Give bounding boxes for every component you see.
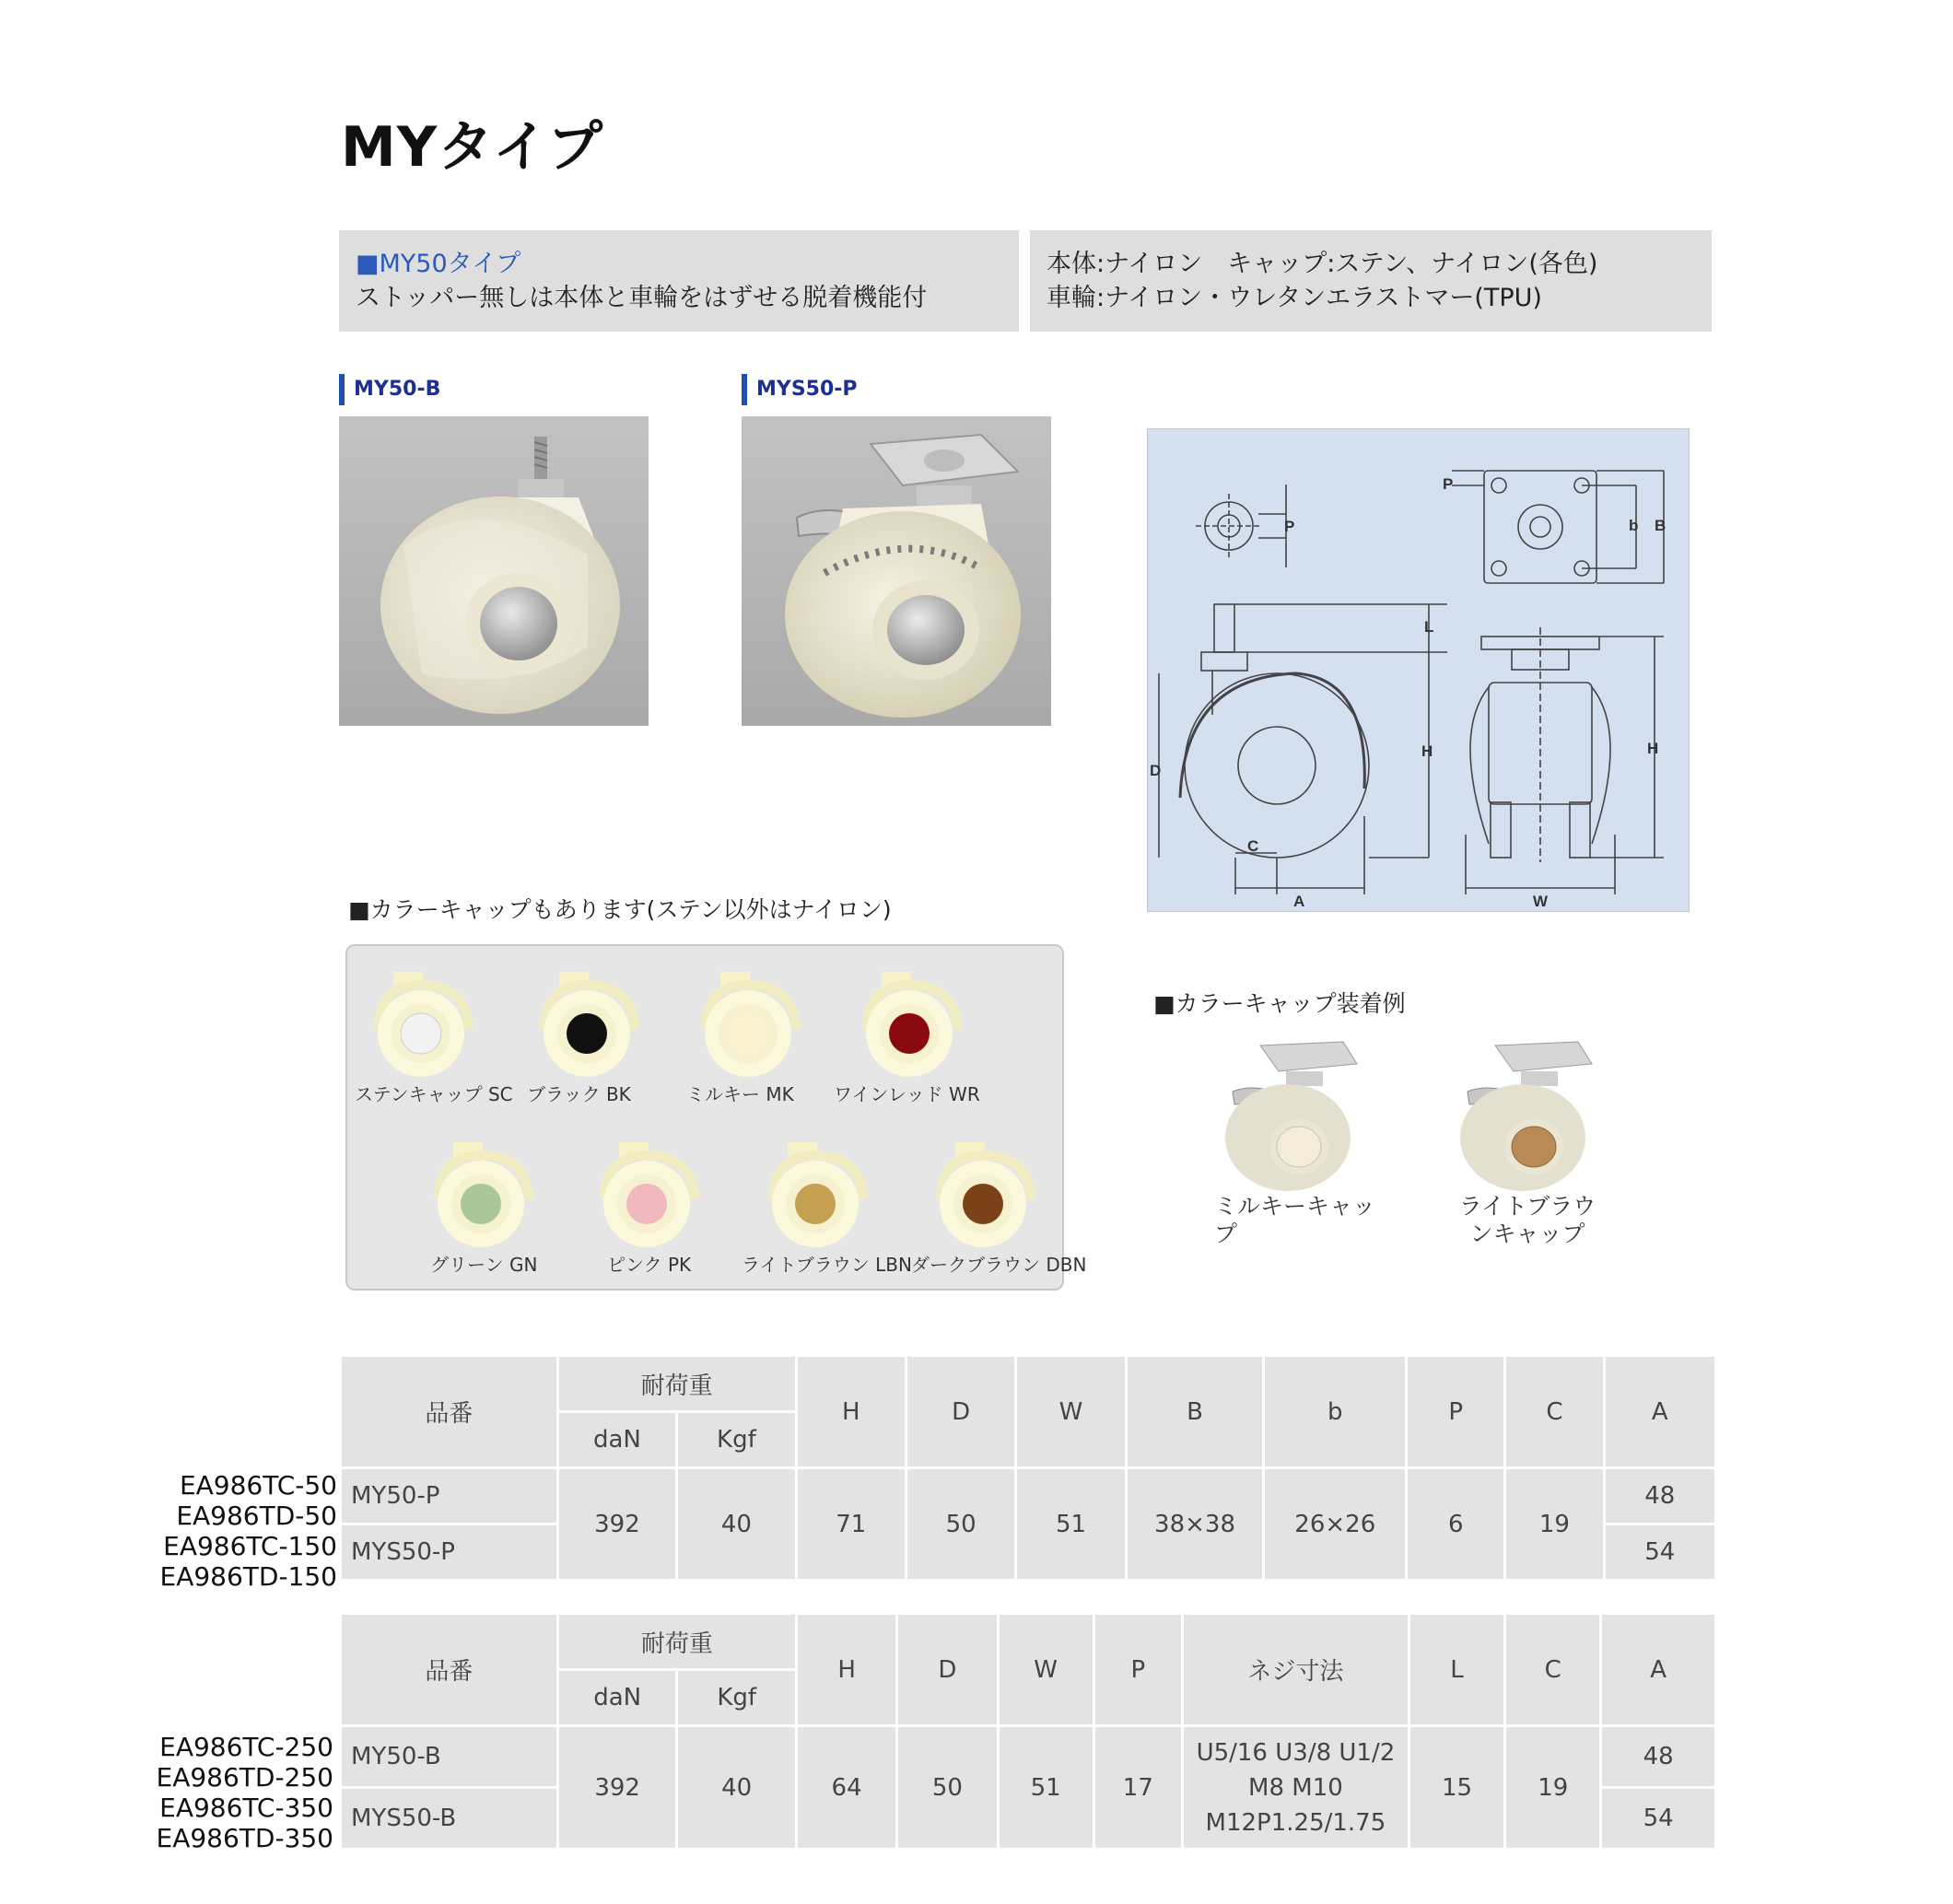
diagram-label-B: B (1655, 517, 1666, 534)
diagram-label-C: C (1247, 837, 1259, 855)
product-photo-my50b (339, 416, 649, 726)
info-right-line2: 車輪:ナイロン・ウレタンエラストマー(TPU) (1047, 284, 1542, 312)
table2-ea-code-1: EA986TC-250 (159, 1732, 333, 1762)
t2-L: 15 (1410, 1727, 1503, 1848)
color-swatch-label: グリーン GN (430, 1254, 538, 1276)
t2-C: 19 (1506, 1727, 1599, 1848)
t1-dan: 392 (559, 1469, 675, 1579)
t2-h-part: 品番 (342, 1615, 556, 1724)
t2-row2-A: 54 (1602, 1789, 1714, 1848)
color-swatch-label: ステンキャップ SC (355, 1083, 513, 1105)
spec-table-2 (339, 1612, 1717, 1851)
page-title: MYタイプ (341, 115, 604, 180)
info-box-right (1030, 230, 1712, 332)
t1-h-C: C (1506, 1357, 1602, 1466)
t2-row2-part: MYS50-B (342, 1789, 556, 1848)
table2-ea-code-4: EA986TD-350 (156, 1823, 333, 1853)
diagram-label-D: D (1150, 762, 1162, 779)
spec-table-1 (339, 1354, 1717, 1582)
color-swatch-label: ダークブラウン DBN (911, 1254, 1087, 1276)
t1-h-A: A (1606, 1357, 1714, 1466)
dimension-drawing (1148, 429, 1689, 911)
t2-dan: 392 (559, 1727, 676, 1848)
t1-row1-part: MY50-P (342, 1469, 556, 1523)
t2-h-L: L (1410, 1615, 1503, 1724)
cap-example-heading: ■カラーキャップ装着例 (1153, 990, 1406, 1017)
t2-H: 64 (798, 1727, 895, 1848)
info-right-line1: 本体:ナイロン キャップ:ステン、ナイロン(各色) (1047, 250, 1598, 278)
color-swatch-panel (345, 944, 1087, 1291)
color-swatch-label: ライトブラウン LBN (742, 1254, 912, 1276)
t1-h-P: P (1408, 1357, 1503, 1466)
diagram-label-H2: H (1647, 740, 1659, 757)
diagram-label-H1: H (1421, 742, 1433, 760)
info-box-left (339, 230, 1019, 332)
diagram-label-A: A (1293, 893, 1305, 910)
color-swatch-icon (854, 964, 974, 1080)
t2-P: 17 (1095, 1727, 1181, 1848)
color-swatch-label: ミルキー MK (686, 1083, 794, 1105)
color-swatch-icon (693, 964, 813, 1080)
t1-H: 71 (798, 1469, 905, 1579)
table1-ea-code-2: EA986TD-50 (176, 1501, 337, 1531)
t1-row2-part: MYS50-P (342, 1525, 556, 1579)
cap-example-milky (1214, 1036, 1366, 1193)
color-swatch-icon (532, 964, 651, 1080)
t2-h-C: C (1506, 1615, 1599, 1724)
t2-h-load: 耐荷重 (559, 1615, 795, 1668)
t2-h-thread: ネジ寸法 (1184, 1615, 1408, 1724)
t1-P: 6 (1408, 1469, 1503, 1579)
table2-ea-code-3: EA986TC-350 (159, 1793, 333, 1823)
cap-example-milky-illustration (1214, 1036, 1366, 1193)
t2-thread-line2: M8 M10 (1248, 1773, 1343, 1802)
t2-row1-part: MY50-B (342, 1727, 556, 1786)
color-swatch-label: ワインレッド WR (834, 1083, 980, 1105)
diagram-label-W: W (1533, 893, 1549, 910)
table2-ea-code-2: EA986TD-250 (156, 1762, 333, 1793)
info-left-text: ストッパー無しは本体と車輪をはずせる脱着機能付 (356, 284, 928, 312)
color-swatch-label: ブラック BK (527, 1083, 631, 1105)
t1-h-b: b (1265, 1357, 1405, 1466)
t1-kgf: 40 (678, 1469, 794, 1579)
diagram-label-p2: P (1443, 475, 1454, 493)
caster-stem-illustration (339, 416, 649, 726)
cap-example-lightbrown (1449, 1036, 1601, 1193)
color-swatch-icon (760, 1135, 880, 1250)
product-label-mys50p: MYS50-P (742, 374, 858, 405)
color-swatch-icon (928, 1135, 1047, 1250)
table2-ea-codes (129, 1732, 333, 1853)
t2-h-D: D (898, 1615, 996, 1724)
t1-h-H: H (798, 1357, 905, 1466)
t2-h-A: A (1602, 1615, 1714, 1724)
t2-h-kgf: Kgf (678, 1671, 795, 1724)
t1-h-load: 耐荷重 (559, 1357, 795, 1410)
cap-example-lightbrown-label: ライトブラウンキャップ (1458, 1193, 1596, 1247)
product-label-my50b: MY50-B (339, 374, 440, 405)
table1-ea-code-4: EA986TD-150 (159, 1561, 337, 1592)
cap-example-milky-label: ミルキーキャップ (1214, 1193, 1376, 1247)
t1-h-W: W (1017, 1357, 1124, 1466)
t2-h-dan: daN (559, 1671, 676, 1724)
t2-h-W: W (1000, 1615, 1093, 1724)
table1-ea-code-3: EA986TC-150 (163, 1531, 337, 1561)
t1-b: 26×26 (1265, 1469, 1405, 1579)
diagram-label-L: L (1424, 618, 1434, 636)
t1-row2-A: 54 (1606, 1525, 1714, 1579)
t1-h-part: 品番 (342, 1357, 556, 1466)
t1-D: 50 (907, 1469, 1014, 1579)
t1-C: 19 (1506, 1469, 1602, 1579)
t2-kgf: 40 (678, 1727, 795, 1848)
color-swatch-icon (366, 964, 485, 1080)
diagram-label-b: b (1629, 517, 1639, 534)
table1-ea-code-1: EA986TC-50 (179, 1470, 337, 1501)
color-swatch-icon (426, 1135, 545, 1250)
caster-plate-illustration (742, 416, 1051, 726)
color-swatch-icon (591, 1135, 711, 1250)
t2-D: 50 (898, 1727, 996, 1848)
product-photo-mys50p (742, 416, 1051, 726)
t1-h-B: B (1128, 1357, 1263, 1466)
t2-W: 51 (1000, 1727, 1093, 1848)
t2-h-H: H (798, 1615, 895, 1724)
t2-thread (1184, 1727, 1408, 1848)
dimension-diagram (1147, 428, 1690, 912)
t2-thread-line3: M12P1.25/1.75 (1205, 1808, 1386, 1837)
color-swatch-label: ピンク PK (607, 1254, 692, 1276)
t2-row1-A: 48 (1602, 1727, 1714, 1786)
t1-W: 51 (1017, 1469, 1124, 1579)
t2-h-P: P (1095, 1615, 1181, 1724)
info-left-heading: ■MY50タイプ (356, 250, 521, 278)
t1-h-kgf: Kgf (678, 1413, 794, 1466)
cap-example-lightbrown-illustration (1449, 1036, 1601, 1193)
t1-row1-A: 48 (1606, 1469, 1714, 1523)
diagram-label-p1: P (1284, 518, 1295, 535)
t1-B: 38×38 (1128, 1469, 1263, 1579)
table1-ea-codes (129, 1470, 337, 1592)
t1-h-D: D (907, 1357, 1014, 1466)
color-cap-heading: ■カラーキャップもあります(ステン以外はナイロン) (348, 896, 892, 923)
t2-thread-line1: U5/16 U3/8 U1/2 (1196, 1738, 1396, 1767)
t1-h-dan: daN (559, 1413, 675, 1466)
